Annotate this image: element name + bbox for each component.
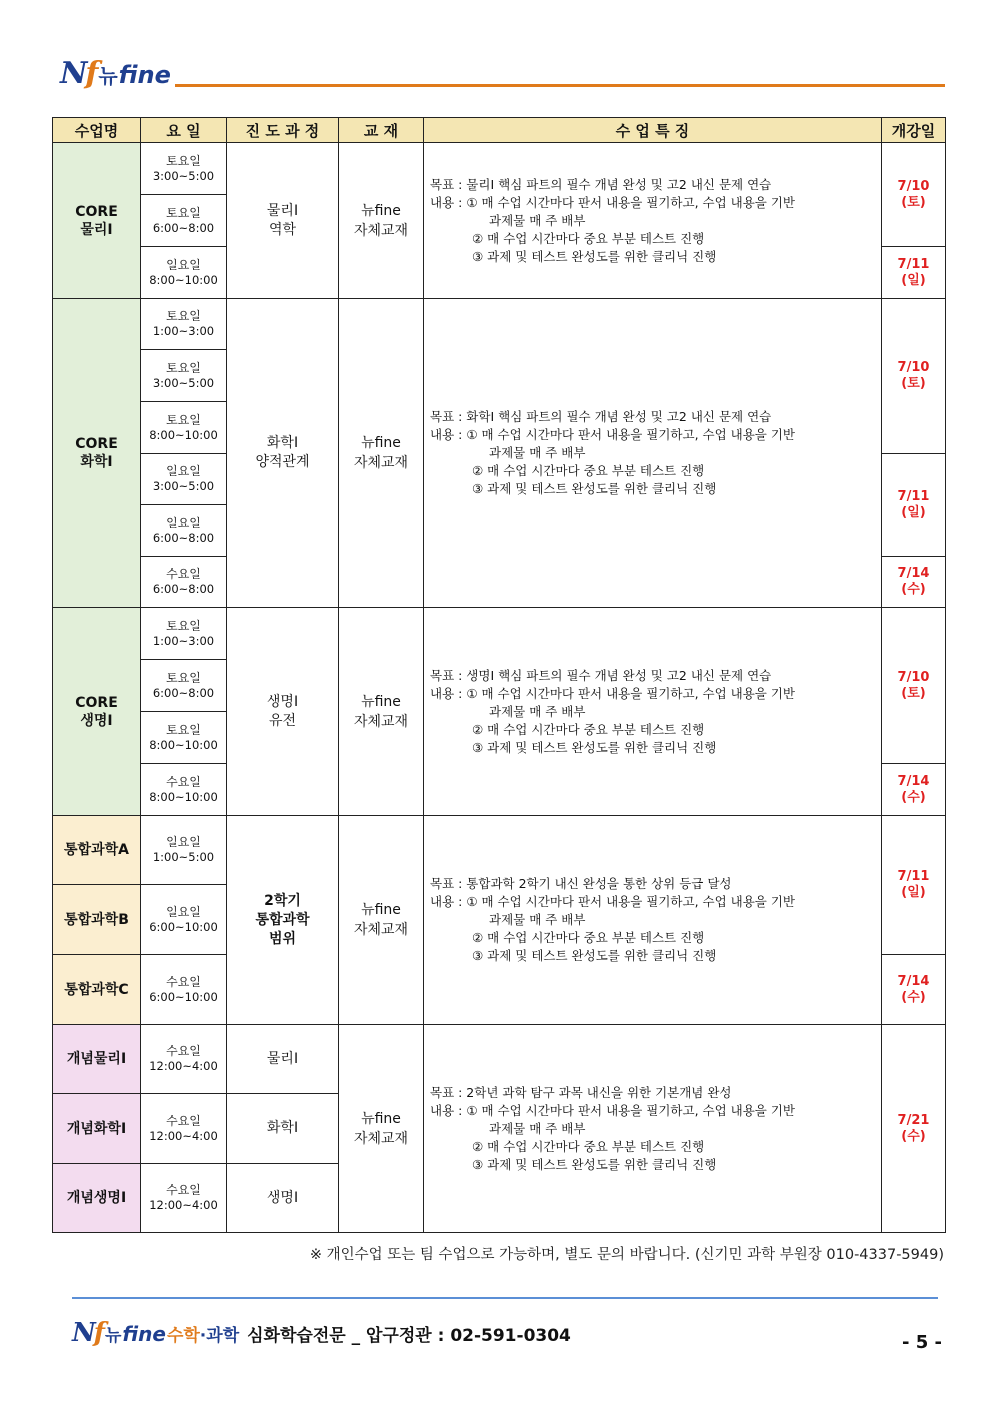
book-cell: 뉴fine 자체교재 xyxy=(339,299,424,608)
class-name-core-physics: CORE 물리Ⅰ xyxy=(53,143,141,299)
feature-cell: 목표 : 화학Ⅰ 핵심 파트의 필수 개념 완성 및 고2 내신 문제 연습 내용 : ① 매 수업 시간마다 판서 내용을 필기하고, 수업 내용을 기반 과제물 매 주 배부 ② 매 수업 시간마다 중요 부분 테스트 진행 ③ 과제 및 테스트 완성도를 위한 클리닉 진행 xyxy=(424,299,882,608)
header-day: 요 일 xyxy=(141,118,227,143)
progress-cell: 물리Ⅰ xyxy=(227,1025,339,1094)
start-date-cell: 7/11 (일) xyxy=(882,454,946,557)
day-cell: 일요일 6:00~10:00 xyxy=(141,885,227,955)
book-cell: 뉴fine 자체교재 xyxy=(339,1025,424,1233)
header-name: 수업명 xyxy=(53,118,141,143)
day-cell: 일요일 6:00~8:00 xyxy=(141,505,227,557)
table-row xyxy=(53,1025,946,1094)
progress-cell: 화학Ⅰ 양적관계 xyxy=(227,299,339,608)
day-cell: 토요일 8:00~10:00 xyxy=(141,402,227,454)
logo-fine: fine xyxy=(118,61,171,89)
feature-cell: 목표 : 생명Ⅰ 핵심 파트의 필수 개념 완성 및 고2 내신 문제 연습 내용 : ① 매 수업 시간마다 판서 내용을 필기하고, 수업 내용을 기반 과제물 매 주 배부 ② 매 수업 시간마다 중요 부분 테스트 진행 ③ 과제 및 테스트 완성도를 위한 클리닉 진행 xyxy=(424,608,882,816)
day-cell: 토요일 1:00~3:00 xyxy=(141,608,227,660)
start-date-cell: 7/10 (토) xyxy=(882,299,946,454)
day-cell: 토요일 3:00~5:00 xyxy=(141,143,227,195)
footer-divider xyxy=(72,1297,938,1299)
day-cell: 토요일 6:00~8:00 xyxy=(141,195,227,247)
footer-contact: 심화학습전문 _ 압구정관 : 02-591-0304 xyxy=(247,1326,571,1346)
day-cell: 토요일 6:00~8:00 xyxy=(141,660,227,712)
footer-logo-mark: Nf xyxy=(72,1318,103,1348)
table-row xyxy=(53,816,946,885)
page-number: - 5 - xyxy=(902,1332,942,1353)
progress-cell: 생명Ⅰ 유전 xyxy=(227,608,339,816)
feature-cell: 목표 : 물리Ⅰ 핵심 파트의 필수 개념 완성 및 고2 내신 문제 연습 내용 : ① 매 수업 시간마다 판서 내용을 필기하고, 수업 내용을 기반 과제물 매 주 배부 ② 매 수업 시간마다 중요 부분 테스트 진행 ③ 과제 및 테스트 완성도를 위한 클리닉 진행 xyxy=(424,143,882,299)
book-cell: 뉴fine 자체교재 xyxy=(339,143,424,299)
logo-mark: Nf xyxy=(60,56,97,91)
start-date-cell: 7/10 (토) xyxy=(882,608,946,764)
contact-note: ※ 개인수업 또는 팀 수업으로 가능하며, 별도 문의 바랍니다. (신기민 과학 부원장 010-4337-5949) xyxy=(309,1247,944,1263)
start-date-cell: 7/14 (수) xyxy=(882,955,946,1025)
header-book: 교 재 xyxy=(339,118,424,143)
class-name-integrated-c: 통합과학C xyxy=(53,955,141,1025)
footer xyxy=(72,1318,571,1348)
day-cell: 일요일 8:00~10:00 xyxy=(141,247,227,299)
table-row xyxy=(53,299,946,350)
start-date-cell: 7/11 (일) xyxy=(882,247,946,299)
day-cell: 토요일 3:00~5:00 xyxy=(141,350,227,402)
class-name-concept-chemistry: 개념화학Ⅰ xyxy=(53,1094,141,1164)
footer-logo-nyu: 뉴 xyxy=(104,1326,122,1346)
class-name-core-biology: CORE 생명Ⅰ xyxy=(53,608,141,816)
day-cell: 수요일 6:00~10:00 xyxy=(141,955,227,1025)
footer-subject-dot: · xyxy=(199,1326,207,1346)
day-cell: 수요일 12:00~4:00 xyxy=(141,1164,227,1233)
start-date-cell: 7/14 (수) xyxy=(882,764,946,816)
footer-logo-fine: fine xyxy=(122,1322,166,1346)
day-cell: 일요일 1:00~5:00 xyxy=(141,816,227,885)
footer-subject-math: 수학 xyxy=(166,1326,200,1346)
header-progress: 진 도 과 정 xyxy=(227,118,339,143)
start-date-cell: 7/11 (일) xyxy=(882,816,946,955)
header-feature: 수 업 특 징 xyxy=(424,118,882,143)
progress-cell: 2학기 통합과학 범위 xyxy=(227,816,339,1025)
header-start-date: 개강일 xyxy=(882,118,946,143)
feature-cell: 목표 : 2학년 과학 탐구 과목 내신을 위한 기본개념 완성 내용 : ① 매 수업 시간마다 판서 내용을 필기하고, 수업 내용을 기반 과제물 매 주 배부 ② 매 수업 시간마다 중요 부분 테스트 진행 ③ 과제 및 테스트 완성도를 위한 클리닉 진행 xyxy=(424,1025,882,1233)
day-cell: 토요일 1:00~3:00 xyxy=(141,299,227,350)
class-name-core-chemistry: CORE 화학Ⅰ xyxy=(53,299,141,608)
class-name-concept-biology: 개념생명Ⅰ xyxy=(53,1164,141,1233)
day-cell: 토요일 8:00~10:00 xyxy=(141,712,227,764)
day-cell: 수요일 8:00~10:00 xyxy=(141,764,227,816)
table-row xyxy=(53,143,946,195)
class-name-concept-physics: 개념물리Ⅰ xyxy=(53,1025,141,1094)
progress-cell: 물리Ⅰ 역학 xyxy=(227,143,339,299)
day-cell: 일요일 3:00~5:00 xyxy=(141,454,227,505)
start-date-cell: 7/21 (수) xyxy=(882,1025,946,1233)
class-name-integrated-a: 통합과학A xyxy=(53,816,141,885)
start-date-cell: 7/14 (수) xyxy=(882,557,946,608)
table-header-row xyxy=(53,118,946,143)
book-cell: 뉴fine 자체교재 xyxy=(339,608,424,816)
progress-cell: 화학Ⅰ xyxy=(227,1094,339,1164)
logo-nyu: 뉴 xyxy=(98,64,118,88)
day-cell: 수요일 12:00~4:00 xyxy=(141,1025,227,1094)
page-header xyxy=(60,56,945,96)
start-date-cell: 7/10 (토) xyxy=(882,143,946,247)
table-row xyxy=(53,608,946,660)
progress-cell: 생명Ⅰ xyxy=(227,1164,339,1233)
schedule-table xyxy=(52,117,946,1233)
day-cell: 수요일 12:00~4:00 xyxy=(141,1094,227,1164)
footer-subject-science: 과학 xyxy=(206,1326,240,1346)
feature-cell: 목표 : 통합과학 2학기 내신 완성을 통한 상위 등급 달성 내용 : ① 매 수업 시간마다 판서 내용을 필기하고, 수업 내용을 기반 과제물 매 주 배부 ② 매 수업 시간마다 중요 부분 테스트 진행 ③ 과제 및 테스트 완성도를 위한 클리닉 진행 xyxy=(424,816,882,1025)
day-cell: 수요일 6:00~8:00 xyxy=(141,557,227,608)
class-name-integrated-b: 통합과학B xyxy=(53,885,141,955)
brand-logo xyxy=(60,56,171,91)
book-cell: 뉴fine 자체교재 xyxy=(339,816,424,1025)
header-divider xyxy=(175,84,945,87)
